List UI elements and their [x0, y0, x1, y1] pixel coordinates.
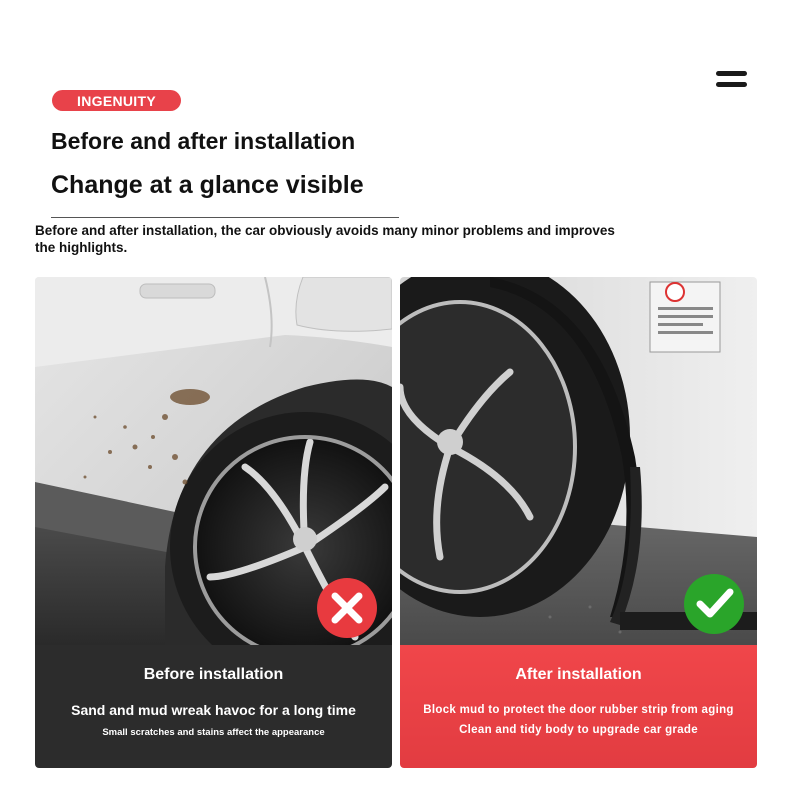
check-icon — [684, 574, 744, 634]
before-title: Before installation — [143, 666, 284, 683]
headline-line-1: Before and after installation — [51, 128, 356, 154]
menu-icon[interactable] — [716, 71, 747, 88]
before-line-1: Sand and mud wreak havoc for a long time — [71, 702, 356, 718]
before-card — [35, 277, 392, 768]
headline-line-2: Change at a glance visible — [51, 171, 364, 199]
before-caption — [35, 645, 392, 768]
brand-label: INGENUITY — [77, 92, 156, 109]
after-card — [400, 277, 757, 768]
after-caption — [400, 645, 757, 768]
after-line-1: Block mud to protect the door rubber strip from aging — [423, 704, 734, 716]
after-line-2: Clean and tidy body to upgrade car grade — [459, 724, 698, 736]
after-photo — [400, 277, 757, 645]
divider — [51, 217, 399, 218]
description-text: Before and after installation, the car obviously avoids many minor problems and improves the highlights. — [35, 223, 615, 255]
before-line-2: Small scratches and stains affect the appearance — [102, 727, 325, 738]
brand-badge — [52, 90, 181, 111]
after-title: After installation — [515, 666, 642, 683]
before-photo — [35, 277, 392, 645]
